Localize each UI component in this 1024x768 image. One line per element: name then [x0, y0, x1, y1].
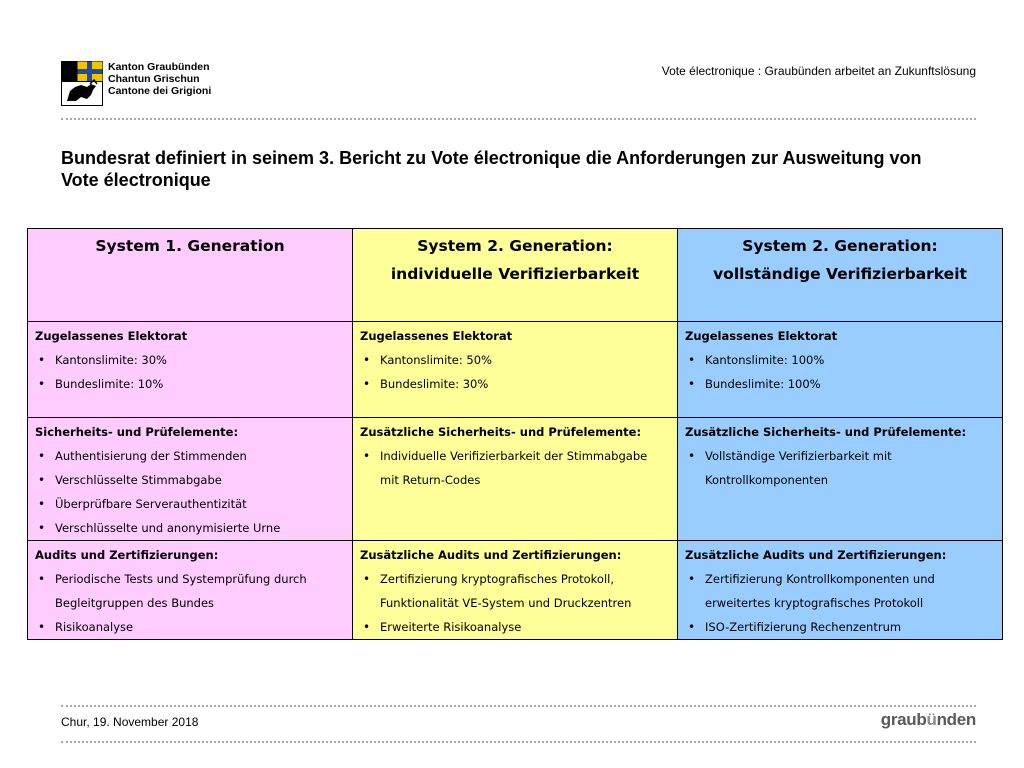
list-item-text: • Bundeslimite: 100%: [705, 377, 821, 391]
list-item: [35, 516, 346, 540]
column-header-system-1: [28, 229, 353, 322]
list-item: [685, 372, 996, 396]
section-title: Zugelassenes Elektorat: [35, 329, 188, 343]
list-item-text: • Zertifizierung Kontrollkomponenten und: [705, 572, 935, 586]
header-divider: [61, 118, 976, 120]
org-line-de: Kanton Graubünden: [108, 61, 210, 73]
table-cell: [678, 322, 1003, 418]
list-item: [35, 372, 346, 396]
list-item-text: • Bundeslimite: 30%: [380, 377, 489, 391]
list-item-text: Funktionalität VE-System und Druckzentren: [380, 596, 632, 610]
list-item-text: • Risikoanalyse: [55, 620, 134, 634]
list-item: [685, 567, 996, 615]
org-line-rm: Chantun Grischun: [108, 73, 200, 85]
list-item-text: • Kantonslimite: 100%: [705, 353, 825, 367]
list-item-text: • Erweiterte Risikoanalyse: [380, 620, 522, 634]
brand-text-part: ü: [926, 710, 937, 729]
list-item-text: • Periodische Tests und Systemprüfung durch: [55, 572, 307, 586]
section-title: Sicherheits- und Prüfelemente:: [35, 425, 239, 439]
comparison-table: [27, 228, 1003, 640]
list-item: [35, 468, 346, 492]
section-title: Zugelassenes Elektorat: [685, 329, 838, 343]
column-header-line: individuelle Verifizierbarkeit: [390, 265, 640, 283]
org-line-it: Cantone dei Grigioni: [108, 85, 212, 97]
graubuenden-brand-logo: [881, 710, 976, 730]
list-item: [35, 615, 346, 639]
list-item: [35, 492, 346, 516]
section-title: Zusätzliche Audits und Zertifizierungen:: [685, 548, 947, 562]
footer-divider-bottom: [61, 741, 976, 743]
table-cell: [28, 541, 353, 640]
column-header-line: System 2. Generation:: [742, 237, 938, 255]
table-cell: [353, 418, 678, 541]
list-item-text: • Verschlüsselte und anonymisierte Urne: [55, 521, 281, 535]
slide-title: Bundesrat definiert in seinem 3. Bericht zu Vote électronique die Anforderungen zur Ausweitung von Vote électronique: [61, 148, 922, 190]
brand-text-part: graub: [880, 710, 927, 729]
list-item-text: Kontrollkomponenten: [705, 473, 829, 487]
canton-coat-of-arms-logo: [61, 61, 103, 106]
list-item-text: • Kantonslimite: 30%: [55, 353, 167, 367]
list-item-text: • Vollständige Verifizierbarkeit mit: [705, 449, 892, 463]
column-header-line: vollständige Verifizierbarkeit: [713, 265, 967, 283]
list-item: [360, 444, 671, 492]
presentation-title: Vote électronique : Graubünden arbeitet an Zukunftslösung: [661, 64, 976, 78]
list-item-text: • Überprüfbare Serverauthentizität: [55, 497, 247, 511]
section-title: Zusätzliche Sicherheits- und Prüfelemente:: [685, 425, 967, 439]
table-header-row: [28, 229, 1003, 322]
column-header-system-2-complete: [678, 229, 1003, 322]
table-cell: [353, 541, 678, 640]
list-item-text: • Kantonslimite: 50%: [380, 353, 492, 367]
table-row-electorate: [28, 322, 1003, 418]
brand-text-part: nden: [936, 710, 976, 729]
footer-date: Chur, 19. November 2018: [61, 715, 199, 729]
table-cell: [28, 322, 353, 418]
list-item: [360, 567, 671, 615]
list-item: [360, 615, 671, 639]
list-item-text: • Zertifizierung kryptografisches Protokoll,: [380, 572, 614, 586]
list-item-text: Begleitgruppen des Bundes: [55, 596, 215, 610]
section-title: Audits und Zertifizierungen:: [35, 548, 219, 562]
table-cell: [678, 418, 1003, 541]
list-item: [685, 615, 996, 639]
list-item-text: mit Return-Codes: [380, 473, 481, 487]
list-item-text: • Individuelle Verifizierbarkeit der Stimmabgabe: [380, 449, 648, 463]
list-item: [35, 348, 346, 372]
section-title: Zugelassenes Elektorat: [360, 329, 513, 343]
list-item-text: erweitertes kryptografisches Protokoll: [705, 596, 924, 610]
table-row-audits: [28, 541, 1003, 640]
list-item: [360, 348, 671, 372]
section-title: Zusätzliche Audits und Zertifizierungen:: [360, 548, 622, 562]
list-item-text: • Authentisierung der Stimmenden: [55, 449, 247, 463]
footer-divider-top: [61, 705, 976, 707]
table-cell: [678, 541, 1003, 640]
canton-name: [108, 61, 211, 97]
list-item: [685, 348, 996, 372]
column-header-line: System 2. Generation:: [417, 237, 613, 255]
list-item: [35, 444, 346, 468]
table-row-security: [28, 418, 1003, 541]
table-cell: [353, 322, 678, 418]
column-header-line: System 1. Generation: [95, 237, 285, 255]
list-item-text: • Verschlüsselte Stimmabgabe: [55, 473, 222, 487]
list-item: [360, 372, 671, 396]
list-item: [35, 567, 346, 615]
list-item-text: • ISO-Zertifizierung Rechenzentrum: [705, 620, 902, 634]
column-header-system-2-individual: [353, 229, 678, 322]
list-item: [685, 444, 996, 492]
section-title: Zusätzliche Sicherheits- und Prüfelemente:: [360, 425, 642, 439]
table-cell: [28, 418, 353, 541]
list-item-text: • Bundeslimite: 10%: [55, 377, 164, 391]
